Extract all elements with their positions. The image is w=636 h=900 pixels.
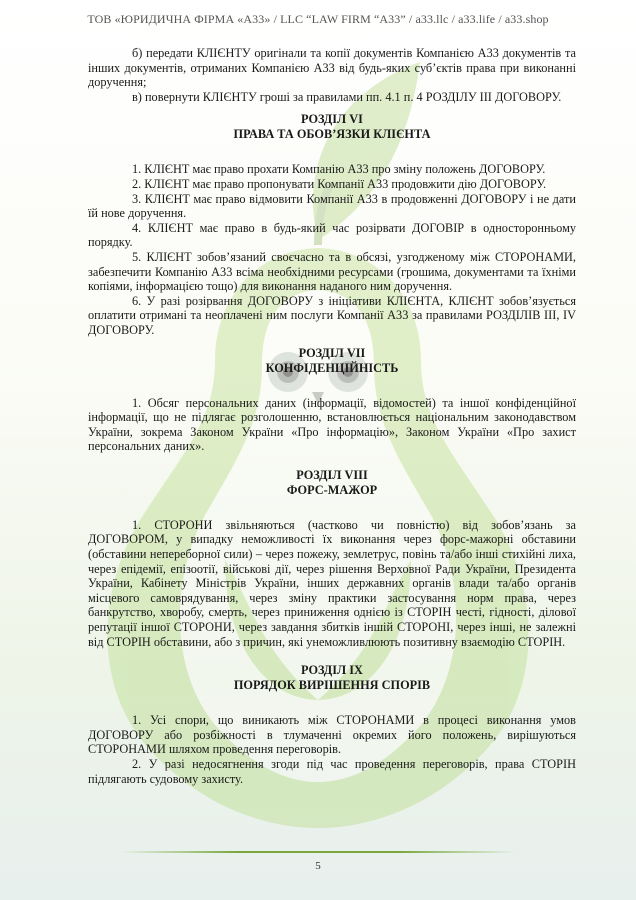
section-7-title: РОЗДІЛ VII xyxy=(298,345,366,360)
section-8-subtitle: ФОРС-МАЖОР xyxy=(286,482,378,497)
section-6-item-5: 5. КЛІЄНТ зобов’язаний своєчасно та в обсязі, узгодженому між СТОРОНАМИ, забезпечити Компанію А33 всіма необхідними ресурсами (грошима, документами та їхніми копіями, інформацією тощо) для виконання наданого ним доручення. xyxy=(88,249,576,294)
section-7-item-1: 1. Обсяг персональних даних (інформації, відомостей) та іншої конфіденційної інформації, що не підлягає розголошенню, встановлюється національним законодавством України, зокрема Законом України «Про інформацію», Законом України «Про захист персональних даних». xyxy=(88,395,576,454)
section-9-item-1: 1. Усі спори, що виникають між СТОРОНАМИ в процесі виконання умов ДОГОВОРУ або розбіжності в тлумаченні окремих його положень, вирішуються СТОРОНАМИ шляхом проведення переговорів. xyxy=(88,713,576,757)
section-6-item-1: 1. КЛІЄНТ має право прохати Компанію А33 про зміну положень ДОГОВОРУ. xyxy=(132,162,546,177)
section-9-subtitle: ПОРЯДОК ВИРІШЕННЯ СПОРІВ xyxy=(233,678,431,693)
section-7-subtitle: КОНФІДЕНЦІЙНІСТЬ xyxy=(265,360,399,375)
section-6-item-2: 2. КЛІЄНТ має право пропонувати Компанії А33 продовжити дію ДОГОВОРУ. xyxy=(132,176,547,191)
page-number: 5 xyxy=(315,860,321,872)
section-6-subtitle: ПРАВА ТА ОБОВ’ЯЗКИ КЛІЄНТА xyxy=(233,127,431,142)
section-6-item-6: 6. У разі розірвання ДОГОВОРУ з ініціативи КЛІЄНТА, КЛІЄНТ зобов’язується оплатити отримані та неоплачені ним послуги Компанії А33 за правилами РОЗДІЛІВ ІІІ, IV ДОГОВОРУ. xyxy=(88,293,576,337)
page-header: ТОВ «ЮРИДИЧНА ФІРМА «А33» / LLC “LAW FIRM “A33” / a33.llc / a33.life / a33.shop xyxy=(87,12,549,26)
footer-divider xyxy=(120,851,516,853)
section-9-title: РОЗДІЛ IX xyxy=(301,663,363,678)
section-8-title: РОЗДІЛ VIII xyxy=(296,467,368,482)
section-8-item-1: 1. СТОРОНИ звільняються (частково чи повністю) від зобов’язань за ДОГОВОРОМ, у випадку неможливості їх виконання через форс-мажорні обставини (обставини непереборної сили) – через пожежу, землетрус, повінь та/або інші стихійні лиха, через епідемії, епізоотії, військові дії, через рішення Верховної Ради України, Президента України, Кабінету Міністрів України, інших державних органів влади та/або органів місцевого самоврядування, через зміну практики застосування норм права, через банкрутство, хворобу, смерть, через приниження однією із СТОРІН честі, гідності, ділової репутації іншої СТОРОНИ, через завдання збитків іншій СТОРОНІ, через інші, не залежні від СТОРІН обставини, або з причин, які унеможливлюють позитивну взаємодію СТОРІН. xyxy=(88,517,576,649)
document-body xyxy=(88,46,576,786)
paragraph-v: в) повернути КЛІЄНТУ гроші за правилами пп. 4.1 п. 4 РОЗДІЛУ ІІІ ДОГОВОРУ. xyxy=(132,89,562,104)
section-6-item-3: 3. КЛІЄНТ має право відмовити Компанії А33 в продовженні ДОГОВОРУ і не дати їй нове доручення. xyxy=(88,191,576,221)
section-6-title: РОЗДІЛ VI xyxy=(301,112,363,127)
section-9-item-2: 2. У разі недосягнення згоди під час проведення переговорів, права СТОРІН підлягають судовому захисту. xyxy=(88,757,576,786)
paragraph-b: б) передати КЛІЄНТУ оригінали та копії документів Компанією А33 документів та інших документів, отриманих Компанією А33 від будь-яких суб’єктів права при виконанні доручення; xyxy=(88,46,576,90)
section-6-item-4: 4. КЛІЄНТ має право в будь-який час розірвати ДОГОВІР в односторонньому порядку. xyxy=(88,220,576,250)
